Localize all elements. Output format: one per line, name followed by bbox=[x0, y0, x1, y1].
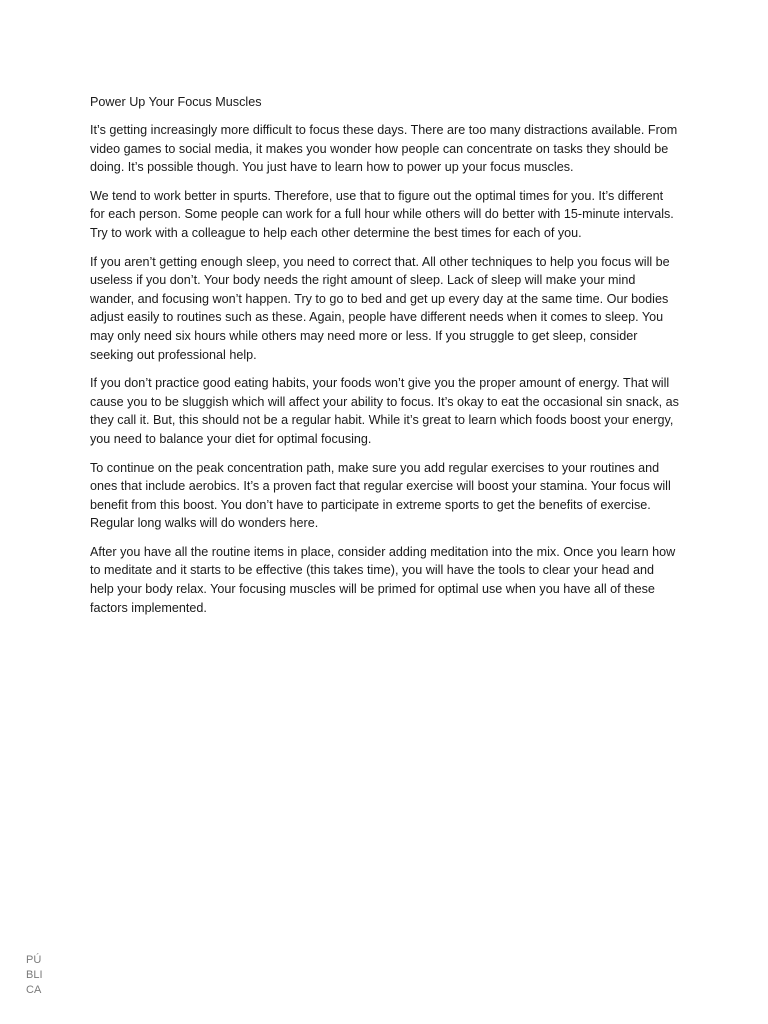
paragraph-4: If you don’t practice good eating habits, your foods won’t give you the proper amount of energy. That will cause you to be sluggish which will affect your ability to focus. It’s okay to eat the occasional sin snack, as they call it. But, this should not be a regular habit. While it’s great to learn which foods boost your energy, you need to balance your diet for optimal focusing. bbox=[90, 376, 679, 446]
document-title: Power Up Your Focus Muscles bbox=[90, 95, 262, 109]
document-page bbox=[90, 93, 680, 627]
classification-label bbox=[26, 953, 43, 998]
paragraph-3: If you aren’t getting enough sleep, you need to correct that. All other techniques to help you focus will be useless if you don’t. Your body needs the right amount of sleep. Lack of sleep will make your mind wander, and focusing won’t happen. Try to go to bed and get up every day at the same time. Our bodies adjust easily to routines such as these. Again, people have different needs when it comes to sleep. You may only need six hours while others may need more or less. If you struggle to get sleep, consider seeking out professional help. bbox=[90, 254, 670, 362]
paragraph-5: To continue on the peak concentration path, make sure you add regular exercises to your routines and ones that include aerobics. It’s a proven fact that regular exercise will boost your stamina. Your focus will benefit from this boost. You don’t have to participate in extreme sports to get the benefits of exercise. Regular long walks will do wonders here. bbox=[90, 460, 671, 531]
classification-label-line-3: CA bbox=[26, 984, 42, 996]
classification-label-line-2: BLI bbox=[26, 969, 43, 981]
classification-label-line-1: PÚ bbox=[26, 954, 42, 966]
paragraph-2: We tend to work better in spurts. Therefore, use that to figure out the optimal times for you. It’s different for each person. Some people can work for a full hour while others will do better with 15-minute intervals. Try to work with a colleague to help each other determine the best times for each of you. bbox=[90, 188, 674, 240]
paragraph-1: It’s getting increasingly more difficult to focus these days. There are too many distractions available. From video games to social media, it makes you wonder how people can concentrate on tasks they should be doing. It’s possible though. You just have to learn how to power up your focus muscles. bbox=[90, 123, 678, 175]
paragraph-6: After you have all the routine items in place, consider adding meditation into the mix. Once you learn how to meditate and it starts to be effective (this takes time), you will have the tools to clear your head and help your body relax. Your focusing muscles will be primed for optimal use when you have all of these factors implemented. bbox=[90, 544, 676, 615]
